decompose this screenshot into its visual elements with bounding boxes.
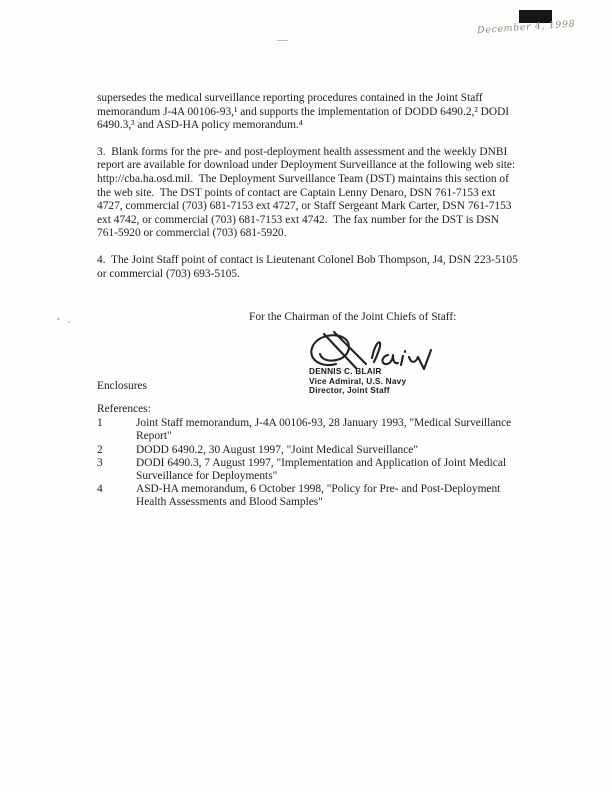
references-section — [97, 403, 527, 510]
signer-rank: Vice Admiral, U.S. Navy — [309, 375, 407, 386]
reference-item — [97, 483, 527, 509]
references-heading: References: — [97, 403, 151, 415]
reference-number: 3 — [97, 456, 103, 469]
paragraph-3: 3. Blank forms for the pre- and post-deployment health assessment and the weekly DNBI report are available for download under Deployment Surveillance at the following web site: http://cba.ha.osd.mil. The Deployment Surveillance Team (DST) maintains this section of the web site. The DST points of contact are Captain Lenny Denaro, DSN 761-7153 ext 4727, commercial (703) 681-7153 ext 4727, or Staff Sergeant Mark Carter, DSN 761-7153 ext 4742, or commercial (703) 681-7153 ext 4742. The fax number for the DST is DSN 761-5920 or commercial (703) 681-5920. — [97, 145, 519, 240]
paragraph-4: 4. The Joint Staff point of contact is Lieutenant Colonel Bob Thompson, J4, DSN 223-5105 or commercial (703) 693-5105. — [97, 253, 521, 280]
reference-item — [97, 457, 527, 483]
reference-text: DODD 6490.2, 30 August 1997, "Joint Medical Surveillance" — [136, 443, 419, 456]
scan-artifact — [57, 318, 60, 320]
reference-number: 2 — [97, 443, 103, 456]
chairman-line: For the Chairman of the Joint Chiefs of Staff: — [249, 311, 457, 323]
enclosures-label: Enclosures — [97, 380, 147, 392]
reference-number: 4 — [97, 483, 103, 496]
signature-block — [309, 367, 406, 396]
reference-number: 1 — [97, 417, 103, 430]
signer-name: DENNIS C. BLAIR — [309, 366, 382, 376]
reference-item — [97, 444, 527, 457]
paragraph-continuation: supersedes the medical surveillance reporting procedures contained in the Joint Staff memorandum J-4A 00106-93,¹ and supports the implementation of DODD 6490.2,² DODI 6490.3,³ and ASD-HA policy memorandum.⁴ — [97, 92, 512, 132]
reference-item — [97, 417, 527, 443]
reference-text: Joint Staff memorandum, J-4A 00106-93, 28 January 1993, "Medical Surveillance Report" — [136, 417, 512, 443]
signer-title: Director, Joint Staff — [309, 385, 390, 396]
handwritten-date-note: December 4, 1998 — [476, 18, 576, 37]
reference-text: DODI 6490.3, 7 August 1997, "Implementation and Application of Joint Medical Surveillance for Deployments" — [136, 456, 507, 483]
scan-artifact — [68, 321, 70, 323]
reference-text: ASD-HA memorandum, 6 October 1998, "Policy for Pre- and Post-Deployment Health Assessments and Blood Samples" — [136, 483, 501, 509]
scan-artifact — [277, 40, 288, 41]
body-text — [97, 92, 521, 294]
